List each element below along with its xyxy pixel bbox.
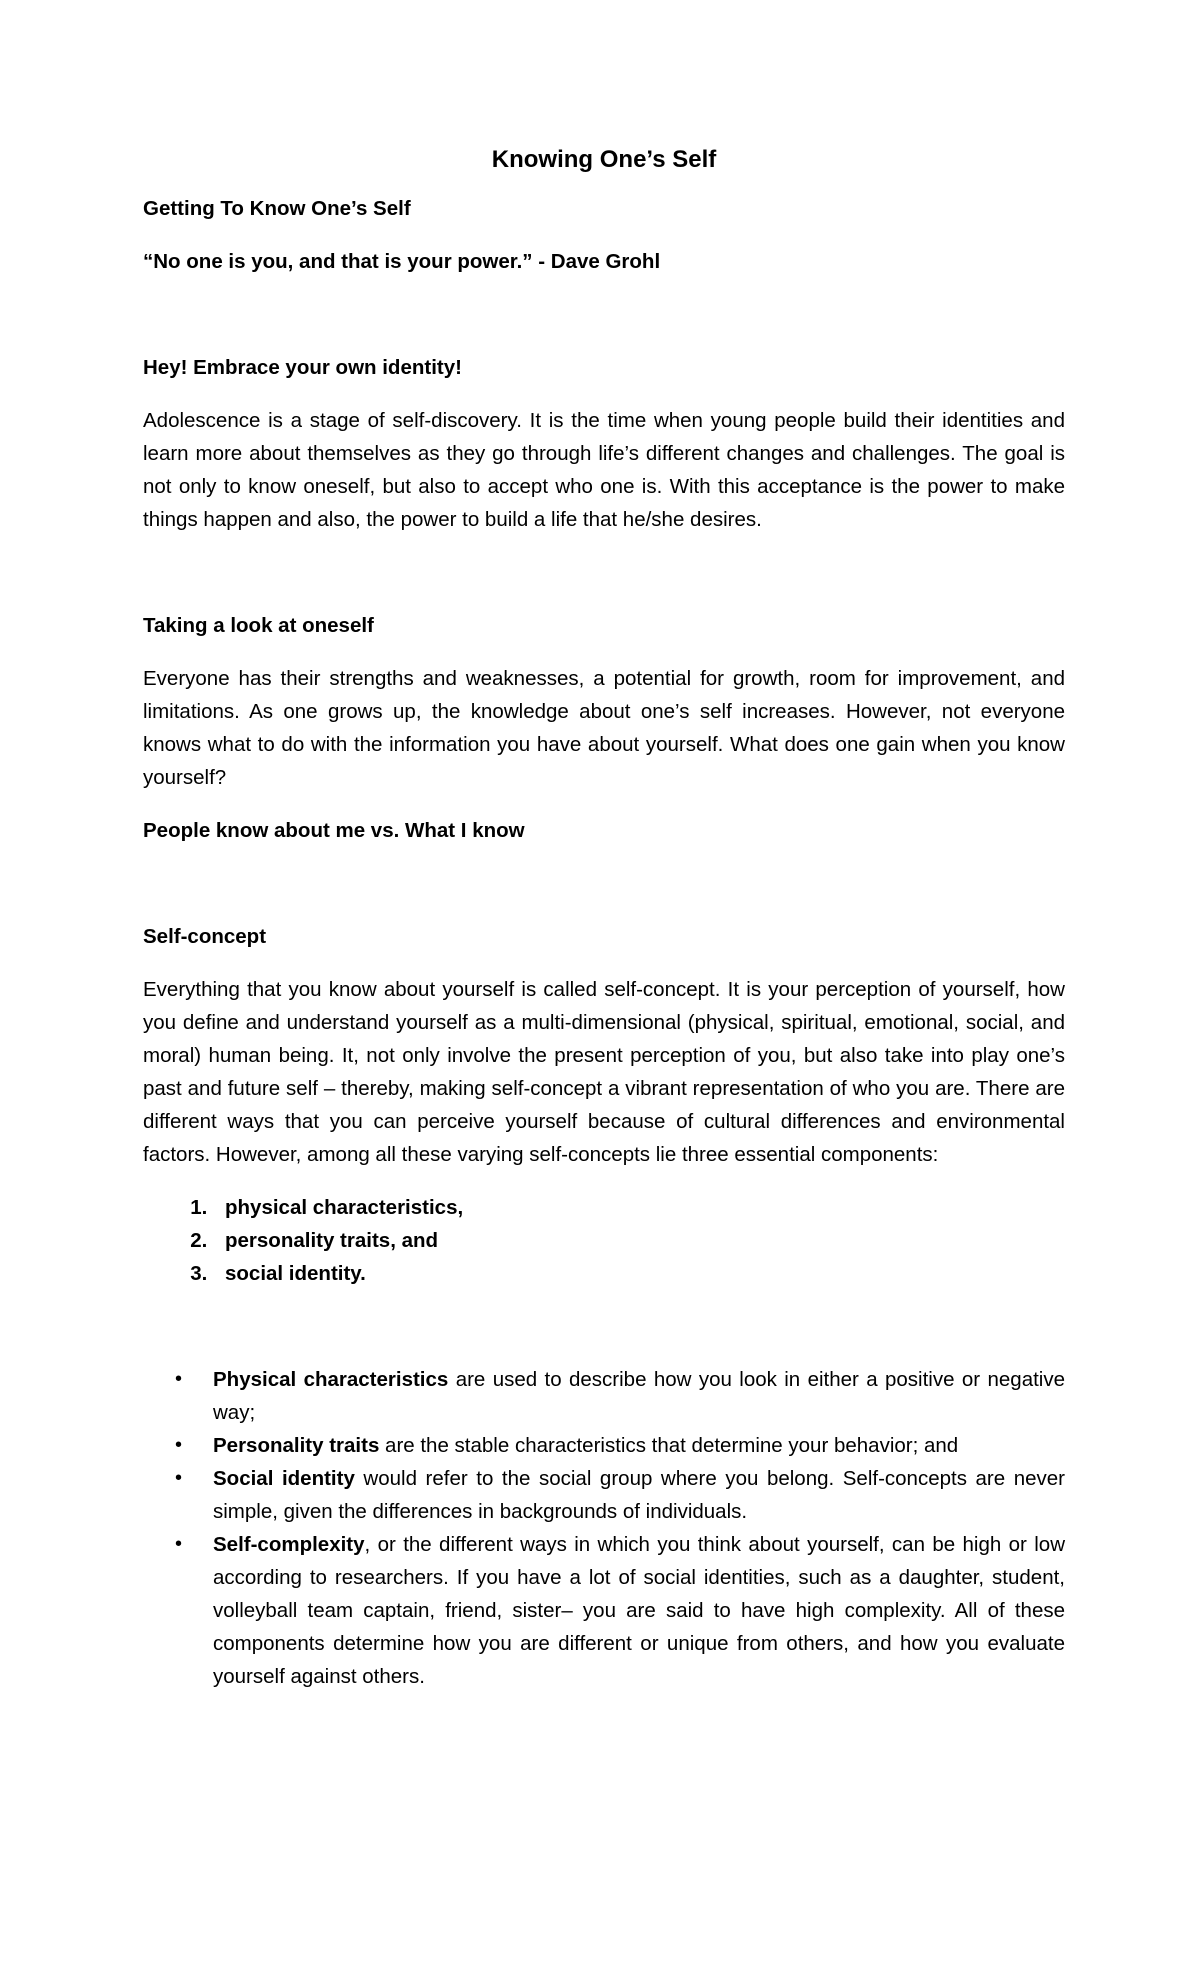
paragraph-strengths: Everyone has their strengths and weaknesses, a potential for growth, room for improvement, and limitations. As one grows up, the knowledge about one’s self increases. However, not everyone knows what to do with the information you have about yourself. What does one gain when you know yourself? [143,667,1065,789]
paragraph-self-concept: Everything that you know about yourself is called self-concept. It is your perception of yourself, how you define and understand yourself as a multi-dimensional (physical, spiritual, emotional, social, and moral) human being. It, not only involve the present perception of you, but also take into play one’s past and future self – thereby, making self-concept a vibrant representation of who you are. There are different ways that you can perceive yourself because of cultural differences and environmental factors. However, among all these varying self-concepts lie three essential components: [143,978,1065,1166]
spacer [143,1310,1065,1363]
document-subtitle: Getting To Know One’s Self [143,197,411,220]
bullet-list [143,1363,1065,1693]
paragraph-adolescence: Adolescence is a stage of self-discovery. It is the time when young people build their identities and learn more about themselves as they go through life’s different changes and challenges. The goal is not only to know oneself, but also to accept who one is. With this acceptance is the power to make things happen and also, the power to build a life that he/she desires. [143,409,1065,531]
bullet-item [175,1429,1065,1462]
bullet-text: would refer to the social group where you belong. Self-concepts are never simple, given the differences in backgrounds of individuals. [213,1467,1065,1523]
spacer [143,298,1065,351]
spacer [143,867,1065,920]
quote: “No one is you, and that is your power.” - Dave Grohl [143,250,661,273]
spacer [143,556,1065,609]
bullet-icon: • [175,1368,183,1390]
bullet-term: Physical characteristics [213,1368,449,1391]
bullet-item [175,1363,1065,1429]
bullet-term: Personality traits [213,1434,380,1457]
bullet-text: are the stable characteristics that determine your behavior; and [379,1434,959,1457]
document-content [143,140,1065,1693]
section-heading-identity: Hey! Embrace your own identity! [143,356,462,379]
component-item: 3. social identity. [213,1257,1065,1290]
subheading-people-know: People know about me vs. What I know [143,819,525,842]
components-list [143,1191,1065,1290]
document-title: Knowing One’s Self [491,146,717,173]
component-item: 2. personality traits, and [213,1224,1065,1257]
bullet-icon: • [175,1533,183,1555]
bullet-item [175,1528,1065,1693]
bullet-item [175,1462,1065,1528]
bullet-term: Self-complexity [213,1533,365,1556]
section-heading-self-concept: Self-concept [143,925,267,948]
component-item: 1. physical characteristics, [213,1191,1065,1224]
section-heading-look: Taking a look at oneself [143,614,374,637]
bullet-term: Social identity [213,1467,355,1490]
bullet-text: are used to describe how you look in either a positive or negative way; [213,1368,1065,1424]
bullet-icon: • [175,1467,183,1489]
bullet-icon: • [175,1434,183,1456]
bullet-text: , or the different ways in which you think about yourself, can be high or low according to researchers. If you have a lot of social identities, such as a daughter, student, volleyball team captain, friend, sister– you are said to have high complexity. All of these components determine how you are different or unique from others, and how you evaluate yourself against others. [213,1533,1065,1688]
